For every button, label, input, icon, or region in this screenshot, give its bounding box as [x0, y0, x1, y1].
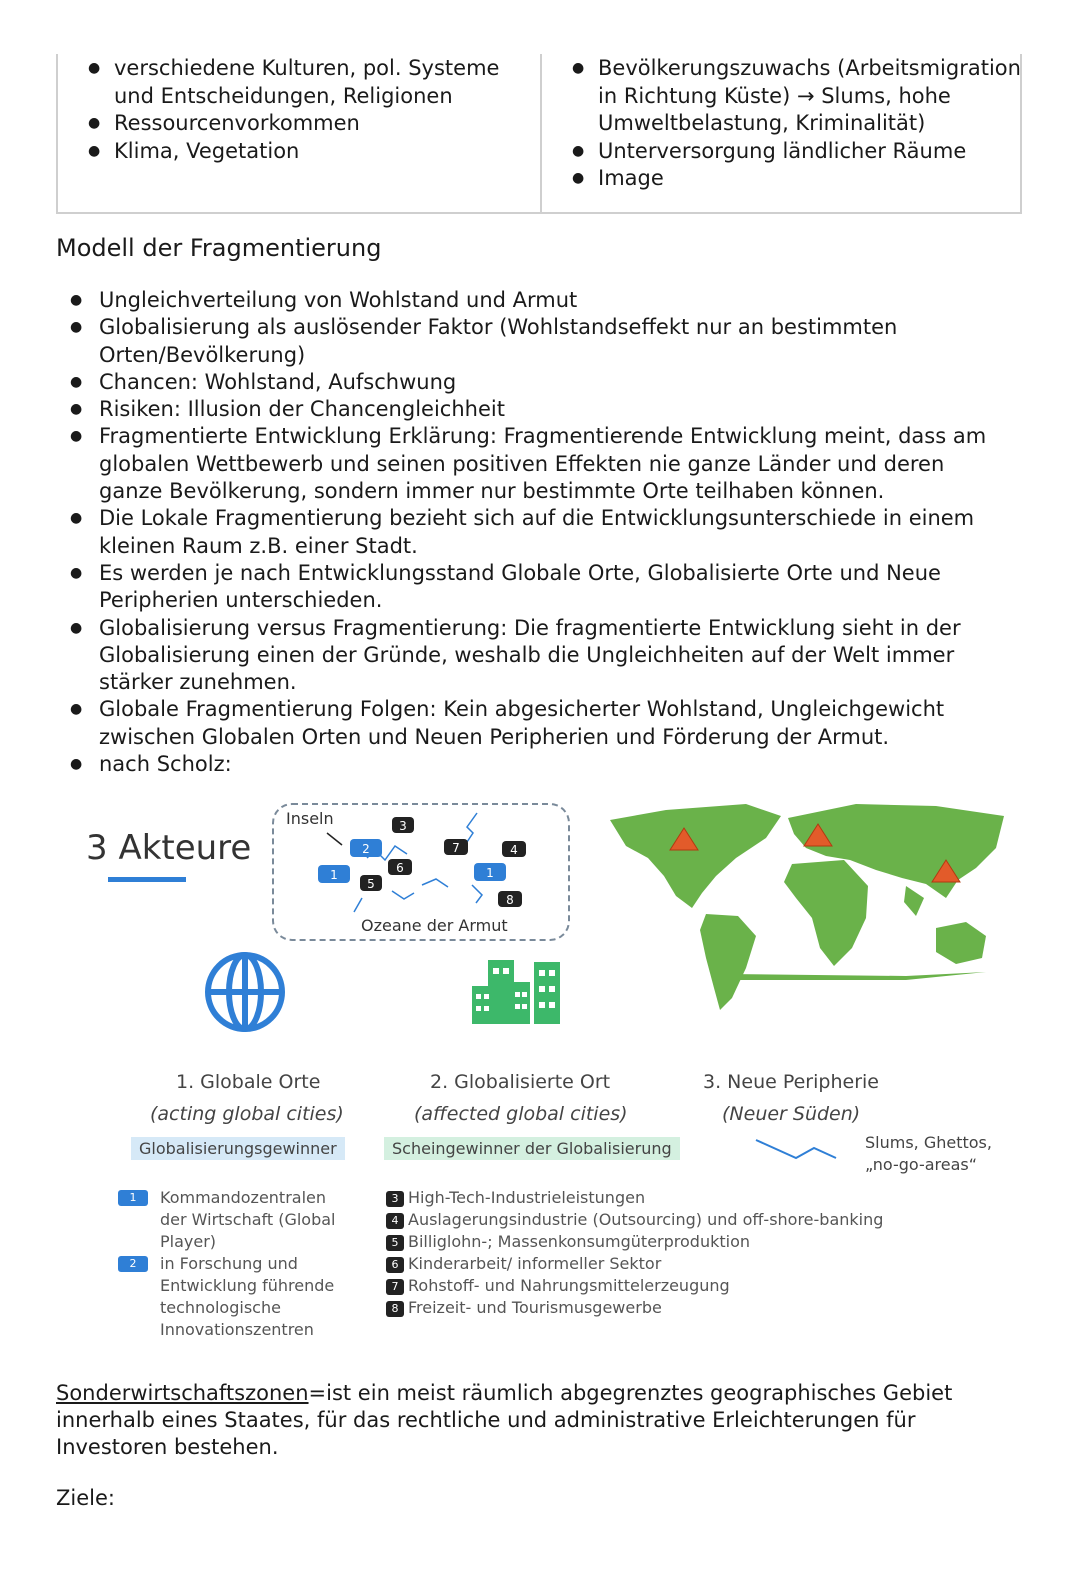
- svg-text:7: 7: [452, 841, 460, 855]
- actor-2-name: 2. Globalisierte Ort: [430, 1071, 611, 1093]
- legend-text: Freizeit- und Tourismusgewerbe: [408, 1298, 662, 1317]
- list-item: ● Globalisierung versus Fragmentierung: Die fragmentierte Entwicklung sieht in der Globalisierung einen der Gründe, weshalb die Ungleichheiten auf der Welt immer stärker zunehmen.: [56, 615, 996, 697]
- svg-text:2: 2: [362, 842, 370, 856]
- actor-3-name: 3. Neue Peripherie: [703, 1071, 879, 1093]
- island-marker-8: [498, 891, 522, 907]
- legend-text: Billiglohn-; Massenkonsumgüterproduktion: [408, 1232, 751, 1251]
- svg-text:1: 1: [330, 868, 338, 882]
- island-marker-6: [388, 859, 412, 875]
- list-item: ● Es werden je nach Entwicklungsstand Globale Orte, Globalisierte Orte und Neue Peripherien unterschieden.: [56, 560, 996, 615]
- legend-num: 2: [118, 1256, 148, 1272]
- list-item: ● Klima, Vegetation: [58, 138, 540, 166]
- legend-item: [386, 1231, 946, 1253]
- list-item: ● Ungleichverteilung von Wohlstand und Armut: [56, 287, 996, 314]
- world-map: [606, 798, 1008, 1020]
- zigzag-line-icon: [754, 1136, 838, 1162]
- island-marker-7: [444, 839, 468, 855]
- legend-num: 5: [386, 1235, 404, 1251]
- list-item: ● Bevölkerungszuwachs (Arbeitsmigration in Richtung Küste) → Slums, hohe Umweltbelastung, Kriminalität): [542, 55, 1022, 138]
- top-table: [56, 54, 1022, 214]
- svg-text:1: 1: [486, 866, 494, 880]
- island-marker-1b: [474, 863, 506, 881]
- legend-item: [386, 1253, 946, 1275]
- island-marker-2: [350, 839, 382, 857]
- list-item: ● Chancen: Wohlstand, Aufschwung: [56, 369, 996, 396]
- connection-line: [354, 898, 362, 912]
- definition-text: =ist ein meist räumlich abgegrenztes geographisches Gebiet innerhalb eines Staates, für das rechtliche und administrative Erleichterungen für Investoren bestehen.: [56, 1381, 953, 1459]
- legend-right: [386, 1187, 946, 1319]
- list-item: ● Risiken: Illusion der Chancengleichheit: [56, 396, 996, 423]
- legend-item: [386, 1297, 946, 1319]
- title-underline: [108, 877, 186, 882]
- legend-text: Rohstoff- und Nahrungsmittelerzeugung: [408, 1276, 730, 1295]
- connection-line: [422, 879, 448, 887]
- table-right-column: [542, 55, 1022, 211]
- legend-text: Kinderarbeit/ informeller Sektor: [408, 1254, 662, 1273]
- legend-text: in Forschung und Entwicklung führende technologische Innovationszentren: [160, 1254, 335, 1339]
- list-item: ● Image: [542, 165, 1022, 193]
- india: [904, 886, 924, 916]
- legend-text: Auslagerungsindustrie (Outsourcing) und off-shore-banking: [408, 1210, 884, 1229]
- actor-3-sub: (Neuer Süden): [722, 1103, 861, 1125]
- section-heading: Modell der Fragmentierung: [56, 234, 382, 262]
- city-buildings-icon: [472, 956, 562, 1026]
- actor-1-name: 1. Globale Orte: [176, 1071, 321, 1093]
- legend-item: [118, 1253, 348, 1341]
- connection-line: [392, 891, 414, 899]
- table-left-column: [58, 55, 540, 165]
- svg-text:6: 6: [396, 861, 404, 875]
- south-america: [700, 914, 756, 1010]
- globe-icon: [202, 950, 288, 1034]
- definition-term: Sonderwirtschaftszonen: [56, 1381, 309, 1405]
- island-marker-1: [318, 865, 350, 883]
- north-america: [610, 804, 781, 908]
- definition-paragraph: [56, 1380, 1031, 1461]
- figure-title: 3 Akteure: [86, 828, 252, 868]
- svg-text:8: 8: [506, 893, 514, 907]
- legend-num: 3: [386, 1191, 404, 1207]
- island-marker-4: [502, 841, 526, 857]
- actor-2-sub: (affected global cities): [414, 1103, 628, 1125]
- legend-left: [118, 1187, 348, 1341]
- pointer-arrow: [327, 833, 342, 845]
- list-item: ● nach Scholz:: [56, 751, 996, 778]
- island-marker-5: [360, 875, 382, 891]
- legend-num: 1: [118, 1190, 148, 1206]
- svg-text:4: 4: [510, 843, 518, 857]
- actor-1-tag: Globalisierungsgewinner: [131, 1137, 345, 1160]
- legend-text: Kommandozentralen der Wirtschaft (Global Player): [160, 1188, 336, 1251]
- bullet-list: [56, 287, 996, 778]
- svg-text:3: 3: [399, 819, 407, 833]
- svg-text:5: 5: [367, 877, 375, 891]
- connection-line: [472, 885, 482, 903]
- australia: [936, 922, 986, 964]
- list-item: ● Globale Fragmentierung Folgen: Kein abgesicherter Wohlstand, Ungleichgewicht zwischen Globalen Orten und Neuen Peripherien und Förderung der Armut.: [56, 696, 996, 751]
- list-item: ● Ressourcenvorkommen: [58, 110, 540, 138]
- actor-3-tag: Slums, Ghettos, „no-go-areas“: [865, 1133, 992, 1174]
- actor-1-sub: (acting global cities): [150, 1103, 344, 1125]
- list-item: ● Fragmentierte Entwicklung Erklärung: Fragmentierende Entwicklung meint, dass am globalen Wettbewerb und seinen positiven Effekten nie ganze Länder und deren ganze Bevölkerung, sondern immer nur bestimmte Orte teilhaben können.: [56, 423, 996, 505]
- legend-num: 6: [386, 1257, 404, 1273]
- legend-num: 8: [386, 1301, 404, 1317]
- legend-num: 4: [386, 1213, 404, 1229]
- ocean-label: Ozeane der Armut: [361, 916, 508, 935]
- legend-text: High-Tech-Industrieleistungen: [408, 1188, 646, 1207]
- list-item: ● verschiedene Kulturen, pol. Systeme und Entscheidungen, Religionen: [58, 55, 540, 110]
- islands-diagram: [272, 803, 570, 941]
- list-item: ● Globalisierung als auslösender Faktor (Wohlstandseffekt nur an bestimmten Orten/Bevölkerung): [56, 314, 996, 369]
- antarctica-line: [726, 972, 986, 980]
- legend-item: [386, 1275, 946, 1297]
- africa: [784, 860, 868, 966]
- legend-item: [118, 1187, 348, 1253]
- islands-label: Inseln: [286, 809, 334, 828]
- actor-2-tag: Scheingewinner der Globalisierung: [384, 1137, 680, 1160]
- legend-item: [386, 1209, 946, 1231]
- list-item: ● Unterversorgung ländlicher Räume: [542, 138, 1022, 166]
- island-marker-3: [392, 817, 414, 833]
- legend-num: 7: [386, 1279, 404, 1295]
- goals-label: Ziele:: [56, 1486, 115, 1510]
- legend-item: [386, 1187, 946, 1209]
- list-item: ● Die Lokale Fragmentierung bezieht sich auf die Entwicklungsunterschiede in einem kleinen Raum z.B. einer Stadt.: [56, 505, 996, 560]
